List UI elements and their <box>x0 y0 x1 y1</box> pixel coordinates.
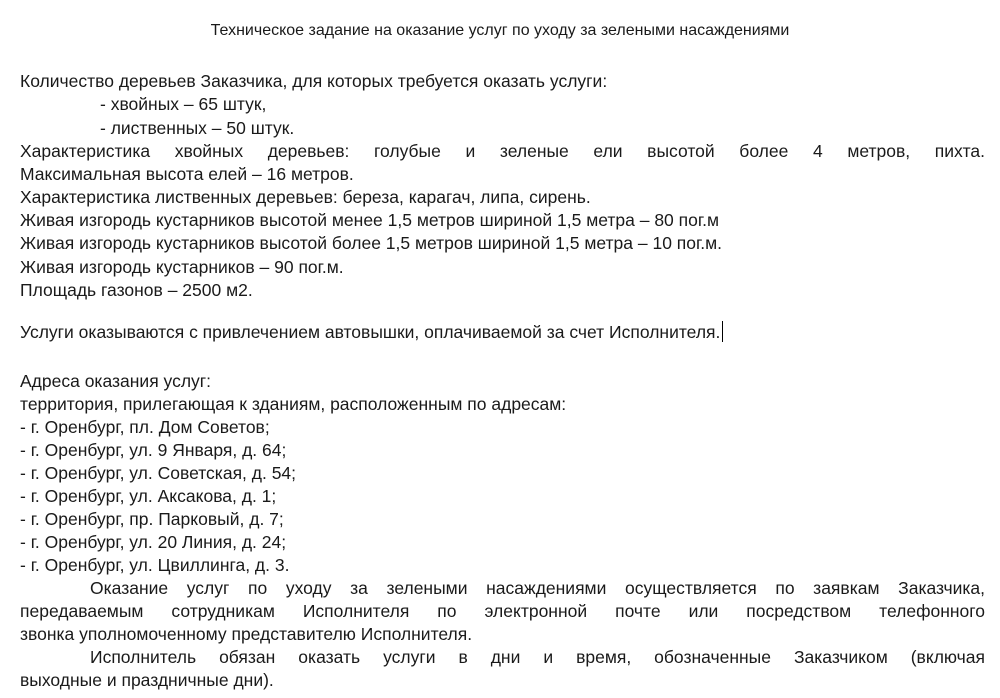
address-item: - г. Оренбург, пл. Дом Советов; <box>20 417 270 437</box>
paragraph-schedule-line: Исполнитель обязан оказать услуги в дни и время, обозначенные Заказчиком (включая <box>90 647 985 667</box>
conifer-characteristics-line: Характеристика хвойных деревьев: голубые и зеленые ели высотой более 4 метров, пихта. <box>20 141 985 161</box>
document-title: Техническое задание на оказание услуг по уходу за зелеными насаждениями <box>210 22 790 39</box>
hedge-item: Живая изгородь кустарников высотой более 1,5 метров шириной 1,5 метра – 10 пог.м. <box>20 233 723 253</box>
deciduous-characteristics: Характеристика лиственных деревьев: береза, карагач, липа, сирень. <box>20 187 591 207</box>
lawn-area: Площадь газонов – 2500 м2. <box>20 280 253 300</box>
paragraph-requests-line: передаваемым сотрудникам Исполнителя по электронной почте или посредством телефонного <box>20 601 985 621</box>
paragraph-requests-line: Оказание услуг по уходу за зелеными насаждениями осуществляется по заявкам Заказчика, <box>90 578 985 598</box>
address-item: - г. Оренбург, ул. 9 Января, д. 64; <box>20 440 287 460</box>
address-item: - г. Оренбург, ул. Аксакова, д. 1; <box>20 486 277 506</box>
trees-intro: Количество деревьев Заказчика, для которых требуется оказать услуги: <box>20 71 608 91</box>
paragraph-requests-line: звонка уполномоченному представителю Исполнителя. <box>20 624 473 644</box>
paragraph-schedule-line: выходные и праздничные дни). <box>20 670 274 690</box>
addresses-intro: территория, прилегающая к зданиям, расположенным по адресам: <box>20 394 567 414</box>
hedge-item: Живая изгородь кустарников высотой менее 1,5 метров шириной 1,5 метра – 80 пог.м <box>20 210 720 230</box>
text-cursor <box>722 321 723 342</box>
address-item: - г. Оренбург, ул. Советская, д. 54; <box>20 463 297 483</box>
list-item-conifers: - хвойных – 65 штук, <box>100 94 267 114</box>
conifer-max-height: Максимальная высота елей – 16 метров. <box>20 164 354 184</box>
list-item-deciduous: - лиственных – 50 штук. <box>100 118 295 138</box>
hedge-item: Живая изгородь кустарников – 90 пог.м. <box>20 257 344 277</box>
aerial-lift-note-text: Услуги оказываются с привлечением автовышки, оплачиваемой за счет Исполнителя. <box>20 322 721 342</box>
addresses-heading: Адреса оказания услуг: <box>20 371 212 391</box>
address-item: - г. Оренбург, пр. Парковый, д. 7; <box>20 509 284 529</box>
aerial-lift-note[interactable] <box>20 321 723 344</box>
address-item: - г. Оренбург, ул. 20 Линия, д. 24; <box>20 532 287 552</box>
address-item: - г. Оренбург, ул. Цвиллинга, д. 3. <box>20 555 290 575</box>
